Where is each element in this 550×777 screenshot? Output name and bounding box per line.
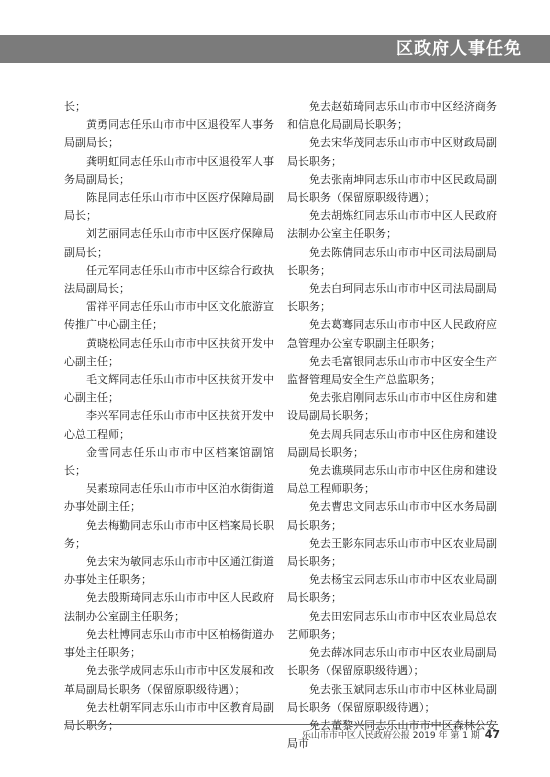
paragraph: 免去宋华茂同志乐山市市中区财政局副局长职务； (287, 136, 497, 168)
paragraph: 李兴军同志任乐山市市中区扶贫开发中心总工程师； (64, 409, 274, 441)
paragraph: 龚明虹同志任乐山市市中区退役军人事务局副局长； (64, 154, 274, 186)
paragraph: 免去白珂同志乐山市市中区司法局副局长职务； (287, 282, 497, 314)
paragraph: 免去董黎兴同志乐山市市中区森林公安局市 (287, 718, 497, 751)
paragraph: 任元军同志任乐山市市中区综合行政执法局副局长； (64, 263, 274, 296)
header-band (0, 35, 550, 63)
right-column (287, 98, 497, 753)
footer-rule (64, 724, 498, 725)
paragraph: 免去梅勤同志乐山市市中区档案局长职务； (64, 518, 274, 550)
paragraph: 免去胡炼红同志乐山市市中区人民政府法制办公室主任职务； (287, 209, 497, 241)
paragraph: 刘艺丽同志任乐山市市中区医疗保障局副局长； (64, 227, 274, 259)
paragraph: 免去薛冰同志乐山市市中区农业局副局长职务（保留原职级待遇）； (287, 646, 497, 678)
paragraph: 黄勇同志任乐山市市中区退役军人事务局副局长； (64, 118, 274, 150)
page-number: 47 (484, 728, 500, 741)
paragraph: 毛文辉同志任乐山市市中区扶贫开发中心副主任； (64, 373, 274, 405)
paragraph: 免去杨宝云同志乐山市市中区农业局副局长职务； (287, 573, 497, 605)
paragraph: 雷祥平同志任乐山市市中区文化旅游宣传推广中心副主任； (64, 300, 274, 332)
paragraph: 免去杜博同志乐山市市中区柏杨街道办事处主任职务； (64, 627, 274, 660)
paragraph: 免去葛骞同志乐山市市中区人民政府应急管理办公室专职副主任职务； (287, 318, 497, 350)
paragraph: 长； (64, 100, 86, 113)
paragraph: 免去张启刚同志乐山市市中区住房和建设局副局长职务； (287, 391, 497, 423)
paragraph: 陈昆同志任乐山市市中区医疗保障局副局长； (64, 191, 274, 223)
paragraph: 免去赵茹琦同志乐山市市中区经济商务和信息化局副局长职务； (287, 100, 497, 132)
footer (302, 728, 500, 741)
paragraph: 免去周兵同志乐山市市中区住房和建设局副局长职务； (287, 427, 497, 459)
paragraph: 免去殷斯琦同志乐山市市中区人民政府法制办公室副主任职务； (64, 591, 274, 623)
paragraph: 免去陈倩同志乐山市市中区司法局副局长职务； (287, 245, 497, 277)
publication-info: 乐山市市中区人民政府公报 2019 年 第 1 期 (301, 731, 480, 741)
paragraph: 免去谯瑛同志乐山市市中区住房和建设局总工程师职务； (287, 464, 497, 496)
paragraph: 免去田宏同志乐山市市中区农业局总农艺师职务； (287, 609, 497, 641)
paragraph: 免去王影东同志乐山市市中区农业局副局长职务； (287, 536, 497, 569)
section-title: 区政府人事任免 (396, 39, 522, 59)
paragraph: 免去张南坤同志乐山市市中区民政局副局长职务（保留原职级待遇）； (287, 172, 497, 205)
paragraph: 免去杜朝军同志乐山市市中区教育局副局长职务； (64, 700, 274, 732)
paragraph: 免去曹忠文同志乐山市市中区水务局副局长职务； (287, 500, 497, 532)
paragraph: 金雪同志任乐山市市中区档案馆副馆长； (64, 445, 274, 478)
paragraph: 免去毛富银同志乐山市市中区安全生产监督管理局安全生产总监职务； (287, 354, 497, 387)
paragraph: 免去张玉斌同志乐山市市中区林业局副局长职务（保留原职级待遇）； (287, 682, 497, 714)
paragraph: 吴素琼同志任乐山市市中区泊水街街道办事处副主任； (64, 482, 274, 514)
paragraph: 免去张学成同志乐山市市中区发展和改革局副局长职务（保留原职级待遇）； (64, 664, 274, 696)
left-column (64, 98, 274, 735)
paragraph: 黄晓松同志任乐山市市中区扶贫开发中心副主任； (64, 336, 274, 368)
paragraph: 免去宋为敏同志乐山市市中区通江街道办事处主任职务； (64, 555, 274, 587)
